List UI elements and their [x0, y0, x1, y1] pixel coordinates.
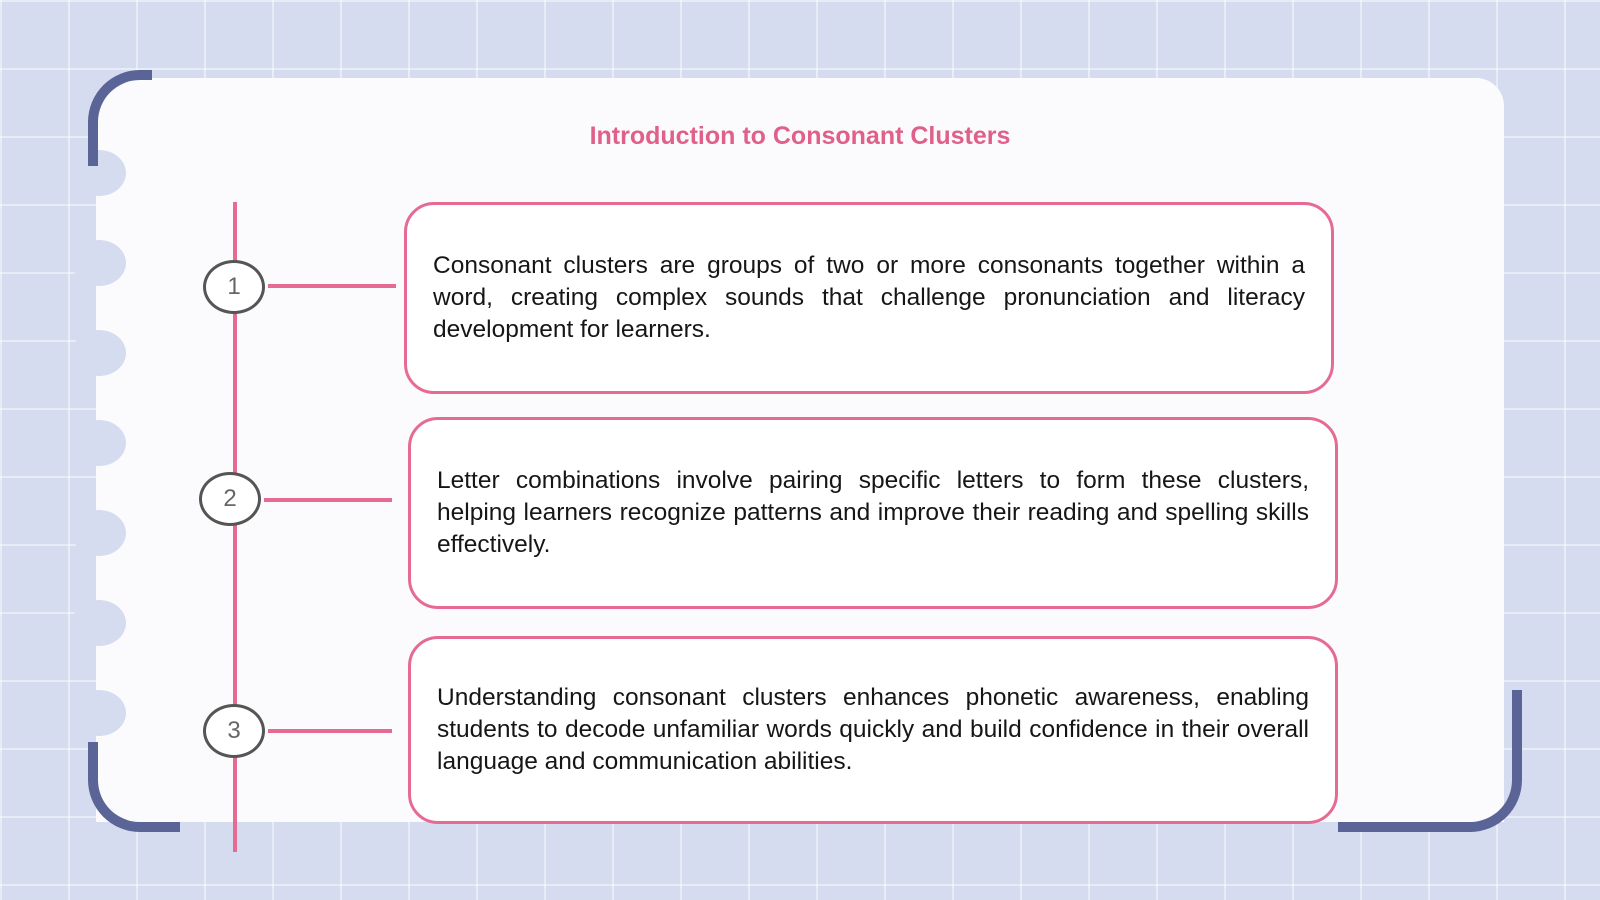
paper-notch: [72, 510, 126, 556]
step-connector: [268, 729, 392, 733]
slide-title: Introduction to Consonant Clusters: [589, 122, 1011, 150]
step-number-badge: 2: [199, 472, 261, 526]
frame-corner-top-left: [88, 70, 152, 166]
step-connector: [268, 284, 396, 288]
paper-notch: [72, 420, 126, 466]
paper-notch: [72, 240, 126, 286]
paper-notch: [72, 600, 126, 646]
paper-notch: [72, 690, 126, 736]
frame-corner-bottom-right: [1338, 690, 1522, 832]
step-card-text: Letter combinations involve pairing specific letters to form these clusters, helping learners recognize patterns and improve their reading and spelling skills effectively.: [437, 467, 1309, 558]
step-card-text: Consonant clusters are groups of two or more consonants together within a word, creating complex sounds that challenge pronunciation and literacy development for learners.: [433, 252, 1305, 343]
step-connector: [264, 498, 392, 502]
step-card: [408, 417, 1338, 609]
step-card: [404, 202, 1334, 394]
paper-notch: [72, 330, 126, 376]
step-card-text: Understanding consonant clusters enhances phonetic awareness, enabling students to decode unfamiliar words quickly and build confidence in their overall language and communication abilities.: [437, 684, 1309, 775]
step-number-badge: 1: [203, 260, 265, 314]
step-number-badge: 3: [203, 704, 265, 758]
step-card: [408, 636, 1338, 824]
